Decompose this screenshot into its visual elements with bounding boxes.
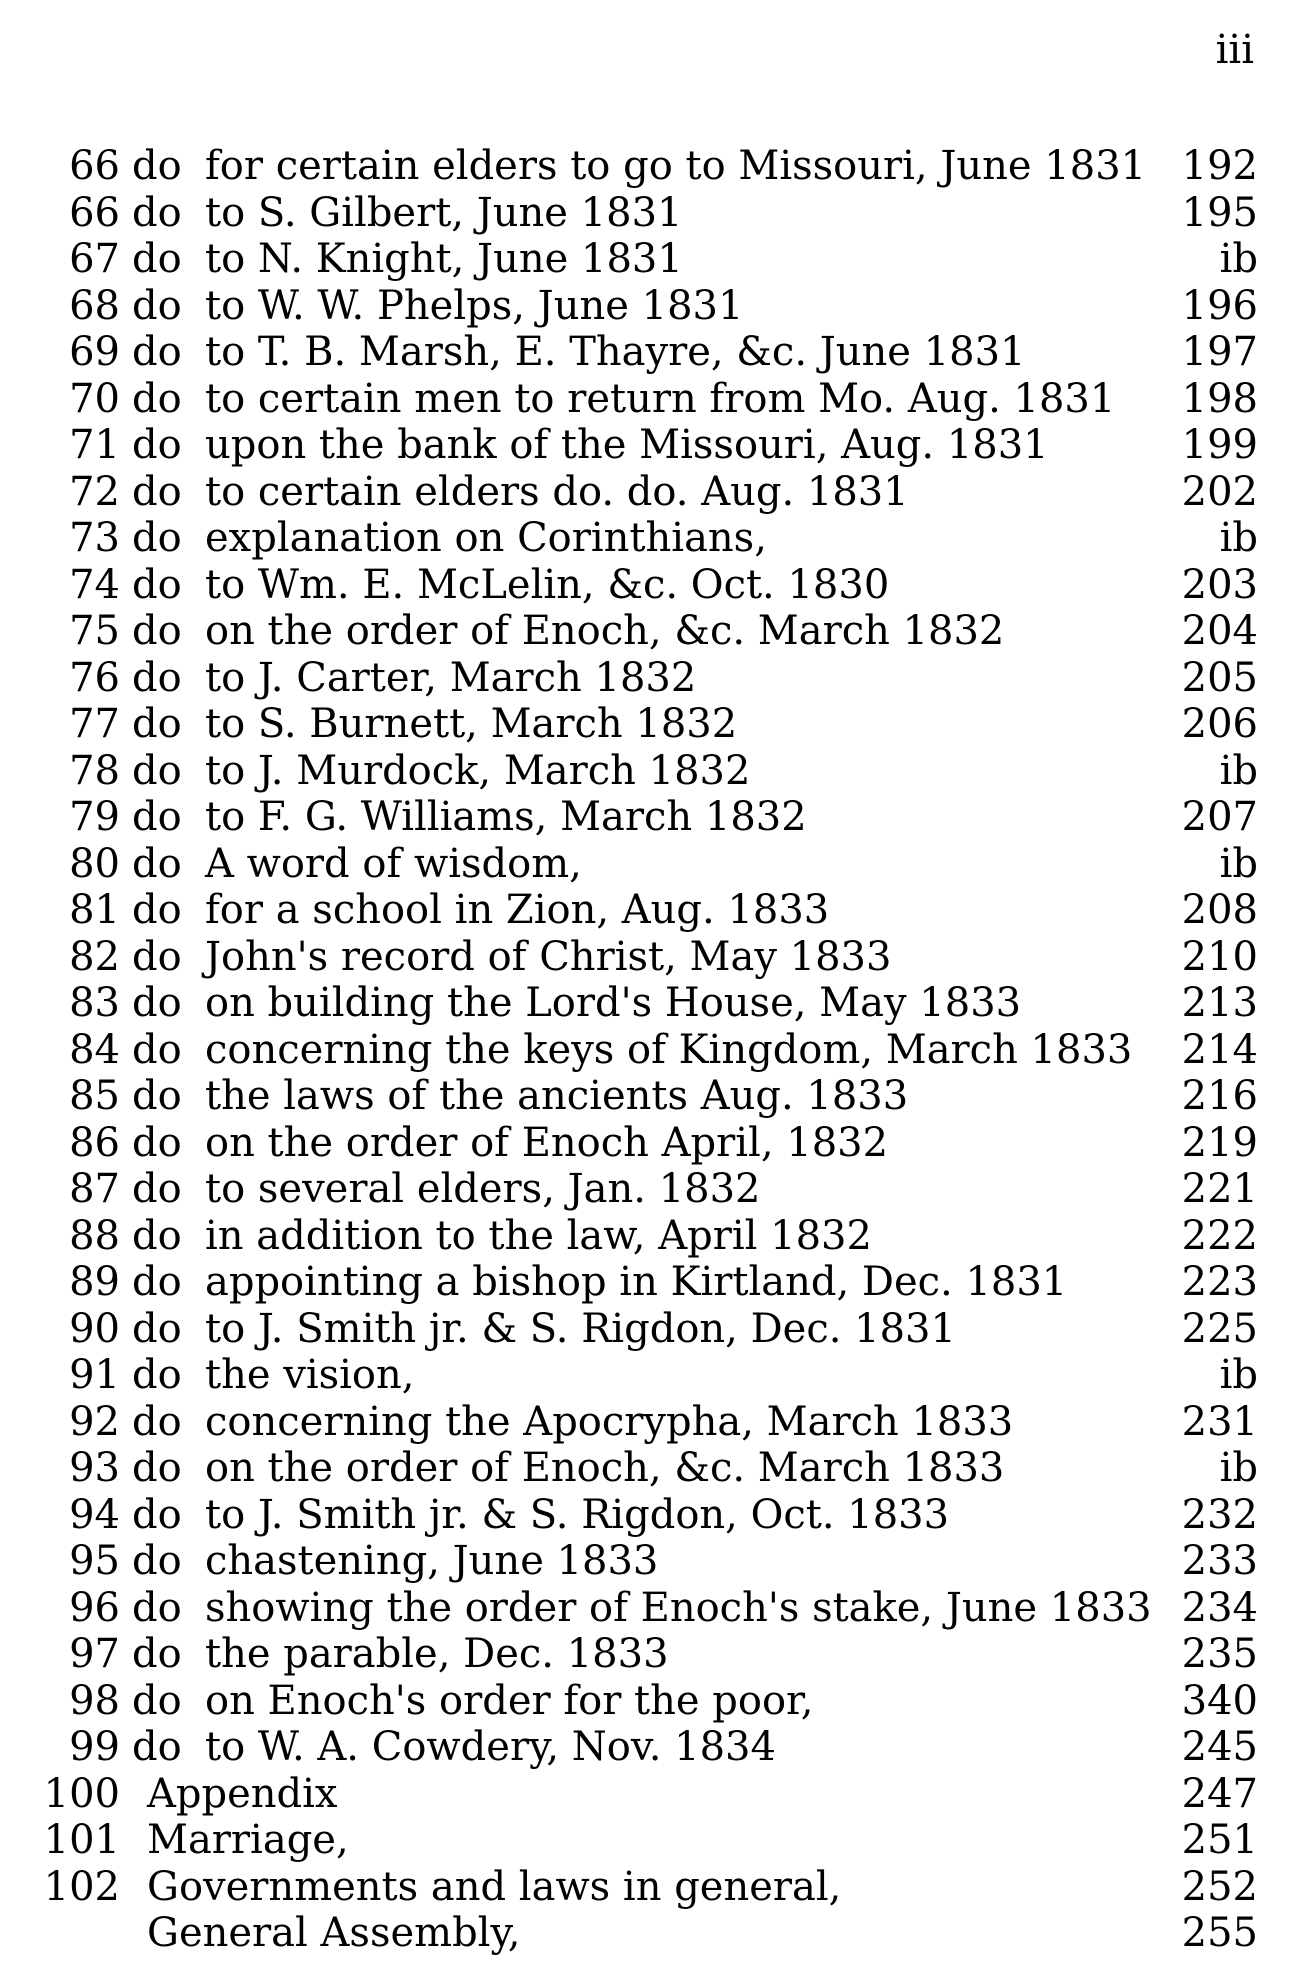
table-of-contents [0, 143, 1298, 1957]
toc-entry [0, 1910, 1298, 1957]
entry-number: 85 [69, 1073, 120, 1119]
entry-ditto: do [132, 561, 182, 608]
entry-number: 75 [69, 608, 120, 654]
entry-number: 86 [69, 1119, 120, 1166]
entry-description: to J. Carter, March 1832 [205, 654, 697, 701]
entry-page-number: 234 [1181, 1584, 1258, 1631]
toc-entry [0, 841, 1298, 888]
entry-page-number: 192 [1181, 143, 1258, 189]
entry-page-number: 207 [1181, 794, 1258, 840]
entry-page-number: 213 [1181, 980, 1258, 1026]
toc-entry [0, 1027, 1298, 1074]
entry-description: on building the Lord's House, May 1833 [205, 980, 1022, 1026]
entry-page-number: 221 [1181, 1166, 1258, 1212]
entry-number: 68 [69, 282, 120, 329]
entry-page-number: 214 [1181, 1026, 1258, 1073]
entry-description: to W. W. Phelps, June 1831 [205, 282, 744, 329]
entry-number: 83 [69, 980, 120, 1026]
toc-entry [0, 469, 1298, 516]
entry-description: appointing a bishop in Kirtland, Dec. 1831 [205, 1259, 1068, 1305]
entry-description: Appendix [147, 1770, 338, 1817]
entry-number: 96 [69, 1584, 120, 1631]
toc-entry [0, 1352, 1298, 1399]
entry-description: to S. Gilbert, June 1831 [205, 189, 683, 236]
entry-page-number: 251 [1181, 1817, 1258, 1863]
entry-number: 92 [69, 1398, 120, 1445]
entry-ditto: do [132, 1584, 182, 1631]
entry-page-number: 205 [1181, 654, 1258, 701]
entry-page-number: 255 [1181, 1910, 1258, 1956]
entry-page-number: 233 [1181, 1538, 1258, 1584]
entry-description: the parable, Dec. 1833 [205, 1631, 669, 1677]
entry-ditto: do [132, 468, 182, 515]
toc-entry [0, 1724, 1298, 1771]
entry-description: to Wm. E. McLelin, &c. Oct. 1830 [205, 561, 890, 608]
entry-ditto: do [132, 1538, 182, 1584]
entry-page-number: ib [1219, 747, 1258, 794]
toc-entry [0, 190, 1298, 237]
entry-ditto: do [132, 282, 182, 329]
entry-description: to F. G. Williams, March 1832 [205, 794, 807, 840]
entry-number: 101 [43, 1817, 120, 1863]
entry-page-number: 199 [1181, 422, 1258, 468]
toc-entry [0, 1399, 1298, 1446]
entry-page-number: 210 [1181, 933, 1258, 980]
entry-ditto: do [132, 1119, 182, 1166]
entry-number: 91 [69, 1352, 120, 1398]
toc-entry [0, 980, 1298, 1027]
entry-page-number: ib [1219, 1352, 1258, 1398]
entry-page-number: 203 [1181, 561, 1258, 608]
entry-description: in addition to the law, April 1832 [205, 1212, 872, 1259]
entry-number: 79 [69, 794, 120, 840]
entry-description: to T. B. Marsh, E. Thayre, &c. June 1831 [205, 329, 1026, 375]
entry-number: 95 [69, 1538, 120, 1584]
page-number: iii [1215, 27, 1254, 73]
entry-number: 77 [69, 701, 120, 747]
entry-number: 74 [69, 561, 120, 608]
entry-ditto: do [132, 1398, 182, 1445]
entry-page-number: 223 [1181, 1259, 1258, 1305]
entry-number: 70 [69, 375, 120, 422]
entry-ditto: do [132, 1212, 182, 1259]
entry-ditto: do [132, 143, 182, 189]
entry-page-number: 252 [1181, 1863, 1258, 1910]
entry-ditto: do [132, 933, 182, 980]
entry-description: concerning the keys of Kingdom, March 1833 [205, 1026, 1133, 1073]
entry-number: 72 [69, 468, 120, 515]
entry-description: to J. Smith jr. & S. Rigdon, Dec. 1831 [205, 1305, 956, 1352]
toc-entry [0, 655, 1298, 702]
toc-entry [0, 934, 1298, 981]
entry-description: chastening, June 1833 [205, 1538, 659, 1584]
entry-description: the laws of the ancients Aug. 1833 [205, 1073, 909, 1119]
entry-page-number: 340 [1181, 1677, 1258, 1724]
entry-ditto: do [132, 189, 182, 236]
entry-page-number: 219 [1181, 1119, 1258, 1166]
toc-entry [0, 608, 1298, 655]
entry-number: 82 [69, 933, 120, 980]
entry-page-number: 204 [1181, 608, 1258, 654]
entry-page-number: 235 [1181, 1631, 1258, 1677]
entry-description: A word of wisdom, [205, 840, 582, 887]
entry-page-number: 231 [1181, 1398, 1258, 1445]
entry-ditto: do [132, 1445, 182, 1491]
entry-description: for certain elders to go to Missouri, June 1831 [205, 143, 1147, 189]
entry-page-number: 247 [1181, 1770, 1258, 1817]
entry-page-number: 206 [1181, 701, 1258, 747]
toc-entry [0, 329, 1298, 376]
entry-ditto: do [132, 887, 182, 933]
toc-entry [0, 1306, 1298, 1353]
entry-description: upon the bank of the Missouri, Aug. 1831 [205, 422, 1049, 468]
toc-entry [0, 562, 1298, 609]
entry-page-number: 216 [1181, 1073, 1258, 1119]
toc-entry [0, 236, 1298, 283]
toc-entry [0, 1864, 1298, 1911]
entry-ditto: do [132, 375, 182, 422]
entry-number: 66 [69, 189, 120, 236]
entry-description: General Assembly, [147, 1910, 521, 1956]
toc-entry [0, 1585, 1298, 1632]
toc-entry [0, 1213, 1298, 1260]
entry-number: 73 [69, 515, 120, 561]
entry-description: on the order of Enoch, &c. March 1832 [205, 608, 1005, 654]
entry-ditto: do [132, 1724, 182, 1770]
entry-number: 84 [69, 1026, 120, 1073]
entry-ditto: do [132, 1166, 182, 1212]
entry-description: concerning the Apocrypha, March 1833 [205, 1398, 1014, 1445]
entry-description: for a school in Zion, Aug. 1833 [205, 887, 830, 933]
entry-ditto: do [132, 422, 182, 468]
entry-page-number: 198 [1181, 375, 1258, 422]
entry-number: 89 [69, 1259, 120, 1305]
entry-number: 102 [43, 1863, 120, 1910]
entry-description: to certain men to return from Mo. Aug. 1831 [205, 375, 1116, 422]
entry-ditto: do [132, 1491, 182, 1538]
toc-entry [0, 1492, 1298, 1539]
entry-page-number: 196 [1181, 282, 1258, 329]
entry-ditto: do [132, 1026, 182, 1073]
entry-page-number: 245 [1181, 1724, 1258, 1770]
entry-ditto: do [132, 1352, 182, 1398]
entry-description: to J. Smith jr. & S. Rigdon, Oct. 1833 [205, 1491, 950, 1538]
entry-description: to J. Murdock, March 1832 [205, 747, 751, 794]
entry-page-number: 195 [1181, 189, 1258, 236]
entry-ditto: do [132, 1073, 182, 1119]
entry-ditto: do [132, 1305, 182, 1352]
toc-entry [0, 283, 1298, 330]
toc-entry [0, 1445, 1298, 1492]
entry-number: 88 [69, 1212, 120, 1259]
toc-entry [0, 1678, 1298, 1725]
entry-number: 76 [69, 654, 120, 701]
toc-entry [0, 376, 1298, 423]
entry-ditto: do [132, 840, 182, 887]
entry-page-number: ib [1219, 1445, 1258, 1491]
entry-number: 78 [69, 747, 120, 794]
entry-ditto: do [132, 515, 182, 561]
entry-ditto: do [132, 654, 182, 701]
entry-ditto: do [132, 236, 182, 282]
entry-page-number: 197 [1181, 329, 1258, 375]
entry-page-number: ib [1219, 840, 1258, 887]
toc-entry [0, 143, 1298, 190]
toc-entry [0, 701, 1298, 748]
entry-page-number: ib [1219, 515, 1258, 561]
entry-page-number: 208 [1181, 887, 1258, 933]
entry-number: 81 [69, 887, 120, 933]
entry-ditto: do [132, 980, 182, 1026]
entry-number: 87 [69, 1166, 120, 1212]
entry-ditto: do [132, 794, 182, 840]
entry-description: on the order of Enoch April, 1832 [205, 1119, 889, 1166]
entry-ditto: do [132, 701, 182, 747]
entry-number: 100 [43, 1770, 120, 1817]
toc-entry [0, 1073, 1298, 1120]
entry-ditto: do [132, 1677, 182, 1724]
entry-page-number: 225 [1181, 1305, 1258, 1352]
toc-entry [0, 422, 1298, 469]
entry-description: to N. Knight, June 1831 [205, 236, 683, 282]
entry-number: 93 [69, 1445, 120, 1491]
entry-number: 69 [69, 329, 120, 375]
toc-entry [0, 794, 1298, 841]
entry-description: Governments and laws in general, [147, 1863, 842, 1910]
entry-page-number: ib [1219, 236, 1258, 282]
entry-number: 80 [69, 840, 120, 887]
entry-ditto: do [132, 1259, 182, 1305]
entry-ditto: do [132, 1631, 182, 1677]
entry-description: the vision, [205, 1352, 415, 1398]
toc-entry [0, 1538, 1298, 1585]
entry-number: 94 [69, 1491, 120, 1538]
entry-ditto: do [132, 608, 182, 654]
entry-ditto: do [132, 329, 182, 375]
toc-entry [0, 1120, 1298, 1167]
toc-entry [0, 1259, 1298, 1306]
entry-description: to W. A. Cowdery, Nov. 1834 [205, 1724, 776, 1770]
entry-description: to S. Burnett, March 1832 [205, 701, 738, 747]
entry-ditto: do [132, 747, 182, 794]
toc-entry [0, 748, 1298, 795]
entry-number: 67 [69, 236, 120, 282]
entry-description: on Enoch's order for the poor, [205, 1677, 814, 1724]
entry-page-number: 222 [1181, 1212, 1258, 1259]
entry-number: 90 [69, 1305, 120, 1352]
entry-description: explanation on Corinthians, [205, 515, 767, 561]
toc-entry [0, 1631, 1298, 1678]
entry-description: Marriage, [147, 1817, 349, 1863]
entry-number: 71 [69, 422, 120, 468]
entry-description: on the order of Enoch, &c. March 1833 [205, 1445, 1005, 1491]
toc-entry [0, 1817, 1298, 1864]
entry-number: 97 [69, 1631, 120, 1677]
toc-entry [0, 1771, 1298, 1818]
entry-description: John's record of Christ, May 1833 [205, 933, 892, 980]
entry-description: to several elders, Jan. 1832 [205, 1166, 761, 1212]
entry-page-number: 232 [1181, 1491, 1258, 1538]
entry-description: showing the order of Enoch's stake, June 1833 [205, 1584, 1152, 1631]
entry-number: 66 [69, 143, 120, 189]
entry-page-number: 202 [1181, 468, 1258, 515]
toc-entry [0, 515, 1298, 562]
entry-description: to certain elders do. do. Aug. 1831 [205, 468, 909, 515]
entry-number: 99 [69, 1724, 120, 1770]
toc-entry [0, 887, 1298, 934]
toc-entry [0, 1166, 1298, 1213]
entry-number: 98 [69, 1677, 120, 1724]
